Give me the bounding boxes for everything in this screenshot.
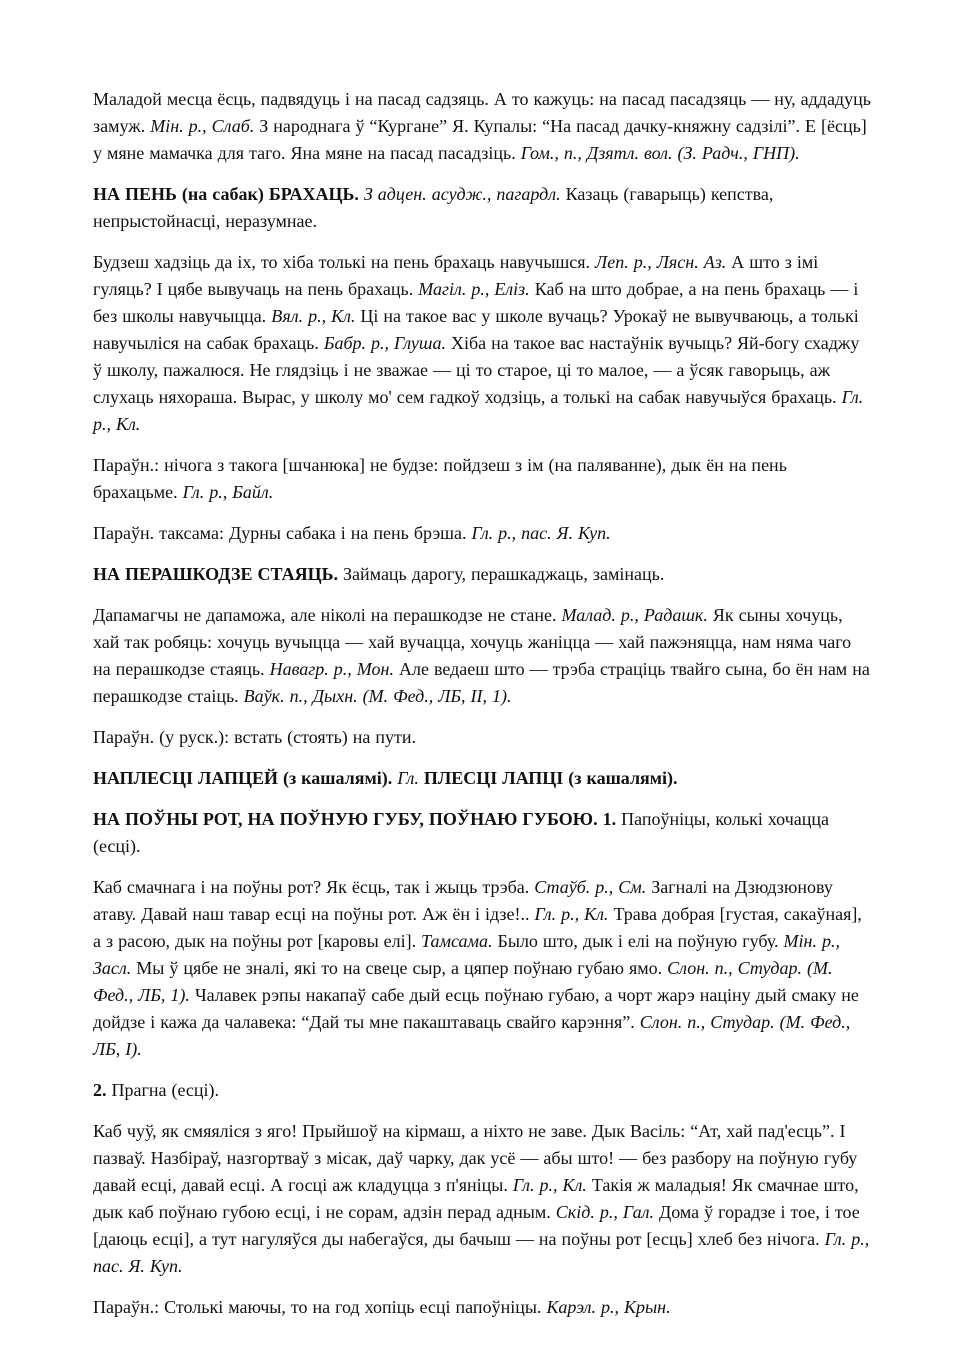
text-run: Гл. р., Кл. [512,1175,587,1195]
text-run: Магіл. р., Еліз. [418,279,530,299]
text-run: Займаць дарогу, перашкаджаць, замінаць. [343,564,665,584]
text-run: Такія ж маладыя! Як смачнае што, дык каб поўнаю губою есці, і не сорам, адзін перад адным. [93,1175,859,1222]
paragraph [93,1294,871,1321]
text-run: Маладой месца ёсць, падвядуць і на пасад садзяць. А то кажуць: на пасад пасадзяць — ну, аддадуць замуж. [93,89,871,136]
text-run: Мін. р., Засл. [93,931,840,978]
text-run: Карэл. р., Крын. [546,1297,671,1317]
text-run: Але ведаеш што — трэба страціць твайго сына, бо ён нам на перашкодзе стаіць. [93,659,870,706]
text-run: Гл. р., Кл. [93,387,864,434]
text-run: Малад. р., Радашк. [561,605,708,625]
paragraph [93,602,871,710]
text-run: НА ПОЎНЫ РОТ, НА ПОЎНУЮ ГУБУ, ПОЎНАЮ ГУБОЮ. 1. [93,809,622,829]
text-run: Гл. [397,768,424,788]
text-run: НА ПЕНЬ (на сабак) БРАХАЦЬ. [93,184,364,204]
text-run: Загналі на Дзюдзюнову атаву. Давай наш тавар есці на поўны рот. Аж ён і ідзе!.. [93,877,833,924]
text-run: Параўн.: Столькі маючы, то на год хопіць есці папоўніцы. [93,1297,547,1317]
text-run: 2. [93,1080,112,1100]
text-run: Гом., п., Дзятл. вол. (З. Радч., ГНП). [520,143,800,163]
text-run: Параўн. таксама: Дурны сабака і на пень брэша. [93,523,472,543]
text-run: Стаўб. р., См. [534,877,647,897]
paragraph [93,520,871,547]
paragraph [93,806,871,860]
paragraph [93,724,871,751]
text-run: Ваўк. п., Дыхн. (М. Фед., ЛБ, II, 1). [243,686,512,706]
paragraph [93,561,871,588]
text-run: Навагр. р., Мон. [269,659,394,679]
paragraph [93,765,871,792]
text-run: Было што, дык і елі на поўную губу. [492,931,784,951]
text-run: А што з імі гуляць? І цябе вывучаць на пень брахаць. [93,252,819,299]
text-run: Параўн. (у руск.): встать (стоять) на пути. [93,727,417,747]
text-run: Як сыны хочуць, хай так робяць: хочуць вучыцца — хай вучацца, хочуць жаніцца — хай пажэняцца, нам няма чаго на перашкодзе стаяць. [93,605,852,679]
document-content [93,86,871,1321]
paragraph [93,1118,871,1280]
text-run: Тамсама. [421,931,493,951]
text-run: З адцен. асудж., пагардл. [363,184,561,204]
paragraph [93,874,871,1063]
text-run: Каб смачнага і на поўны рот? Як ёсць, так і жыць трэба. [93,877,535,897]
text-run: Параўн.: нічога з такога [шчанюка] не будзе: пойдзеш з ім (на паляванне), дык ён на пень брахацьме. [93,455,787,502]
text-run: Мін. р., Слаб. [150,116,255,136]
paragraph [93,452,871,506]
text-run: Чалавек рэпы накапаў сабе дый есць поўнаю губаю, а чорт жарэ націну дый смаку не дойдзе і кажа да чалавека: “Дай ты мне пакаштаваць свайго карэння”. [93,985,859,1032]
text-run: Казаць (гаварыць) кепства, непрыстойнасці, неразумнае. [93,184,774,231]
text-run: НА ПЕРАШКОДЗЕ СТАЯЦЬ. [93,564,344,584]
text-run: Прагна (есці). [111,1080,220,1100]
text-run: Дома ў горадзе і тое, і тое [даюць есці], а тут нагуляўся ды набегаўся, ды бачыш — на поўны рот [есць] хлеб без нічога. [93,1202,860,1249]
text-run: Леп. р., Лясн. Аз. [595,252,727,272]
text-run: Гл. р., Кл. [534,904,609,924]
text-run: Будзеш хадзіць да іх, то хіба толькі на пень брахаць навучышся. [93,252,596,272]
text-run: Гл. р., пас. Я. Куп. [471,523,611,543]
text-run: Дапамагчы не дапаможа, але ніколі на перашкодзе не стане. [93,605,562,625]
text-run: Каб чуў, як смяяліся з яго! Прыйшоў на кірмаш, а ніхто не заве. Дык Васіль: “Ат, хай пад'есць”. І пазваў. Назбіраў, назгортваў з місак, даў чарку, дак усё — абы што! — без разбору на поўную губу давай есці, давай есці. А госці аж кладуцца з п'яніцы. [93,1121,858,1195]
text-run: Бабр. р., Глуша. [323,333,446,353]
paragraph [93,86,871,167]
paragraph [93,249,871,438]
text-run: Слон. п., Студар. (М. Фед., ЛБ, 1). [93,958,833,1005]
text-run: Папоўніцы, колькі хочацца (есці). [93,809,829,856]
text-run: Вял. р., Кл. [271,306,356,326]
text-run: Хіба на такое вас настаўнік вучыць? Яй-богу схаджу ў школу, пажалюся. Не глядзіць і не зважае — ці то старое, ці то малое, — а ўсяк гаворыць, аж слухаць няхораша. Вырас, у школу мо' сем гадкоў ходзіць, а толькі на сабак навучыўся брахаць. [93,333,860,407]
text-run: Слон. п., Студар. (М. Фед., ЛБ, I). [93,1012,851,1059]
text-run: З народнага ў “Кургане” Я. Купалы: “На пасад дачку-княжну садзілі”. Е [ёсць] у мяне мамачка для таго. Яна мяне на пасад пасадзіць. [93,116,867,163]
text-run: Гл. р., Байл. [182,482,274,502]
text-run: Скід. р., Гал. [555,1202,654,1222]
text-run: Каб на што добрае, а на пень брахаць — і без школы навучыцца. [93,279,859,326]
text-run: Трава добрая [густая, сакаўная], а з расою, дык на поўны рот [каровы елі]. [93,904,862,951]
text-run: Мы ў цябе не зналі, які то на свеце сыр, а цяпер поўнаю губаю ямо. [131,958,668,978]
paragraph [93,181,871,235]
text-run: Гл. р., пас. Я. Куп. [93,1229,870,1276]
text-run: ПЛЕСЦІ ЛАПЦІ (з кашалямі). [423,768,678,788]
text-run: Ці на такое вас у школе вучаць? Урокаў не вывучваюць, а толькі навучыліся на сабак брахаць. [93,306,859,353]
paragraph [93,1077,871,1104]
text-run: НАПЛЕСЦІ ЛАПЦЕЙ (з кашалямі). [93,768,398,788]
